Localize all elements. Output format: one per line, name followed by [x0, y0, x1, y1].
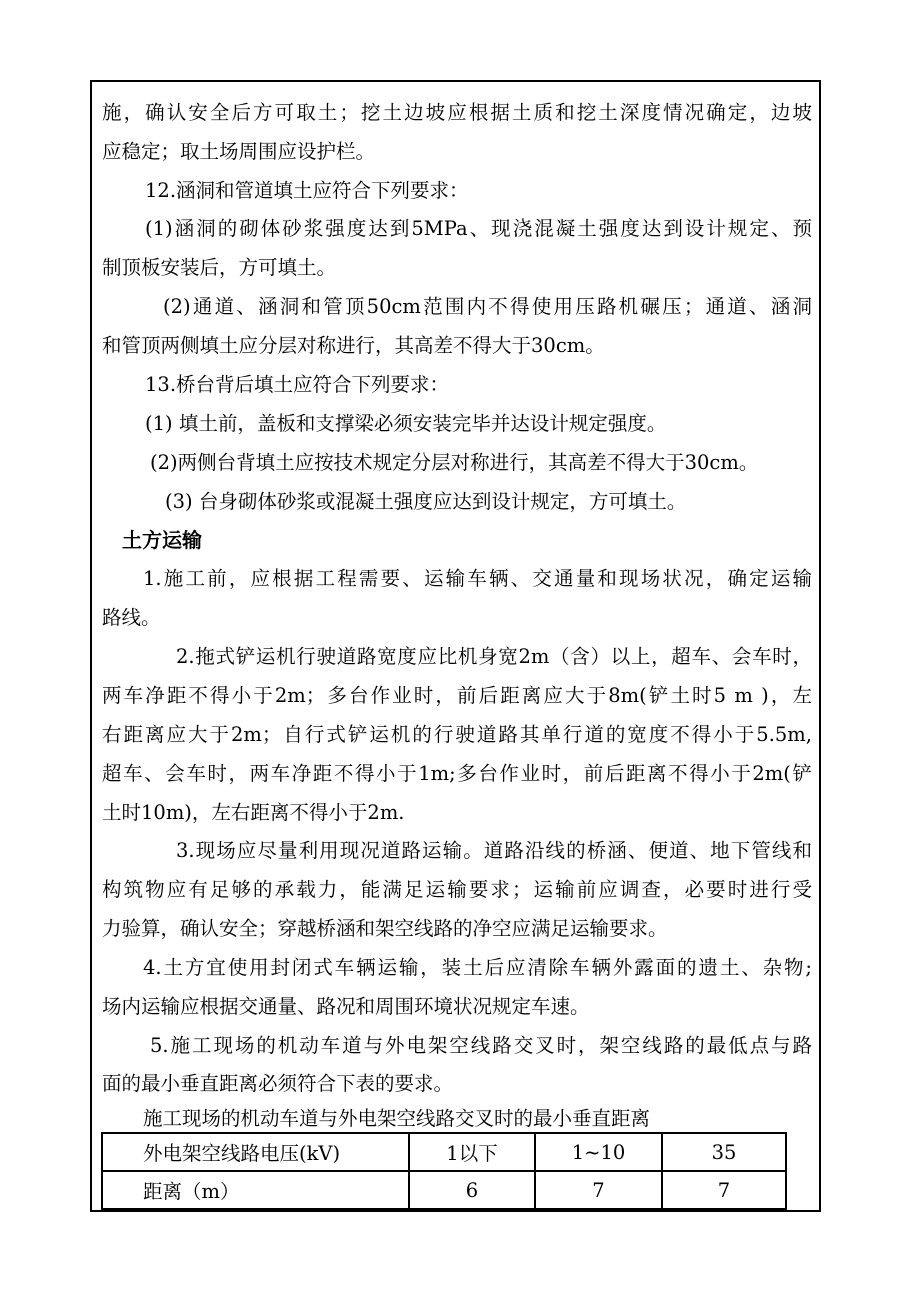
text-line: 4.土方宜使用封闭式车辆运输，装土后应清除车辆外露面的遗土、杂物;	[143, 956, 812, 979]
table-cell: 1~10	[535, 1133, 662, 1171]
table-cell: 35	[662, 1133, 786, 1171]
table-cell: 6	[409, 1171, 535, 1209]
text-line: (1)涵洞的砌体砂浆强度达到5MPa、现浇混凝土强度达到设计规定、预	[145, 217, 812, 240]
text-line: 2.拖式铲运机行驶道路宽度应比机身宽2m（含）以上，超车、会车时，	[176, 645, 812, 668]
text-line: 5.施工现场的机动车道与外电架空线路交叉时，架空线路的最低点与路	[150, 1034, 812, 1057]
text-line: 右距离应大于2m；自行式铲运机的行驶道路其单行道的宽度不得小于5.5m,	[102, 723, 812, 746]
text-line: 3.现场应尽量利用现况道路运输。道路沿线的桥涵、便道、地下管线和	[176, 839, 812, 862]
text-line: 两车净距不得小于2m；多台作业时，前后距离应大于8m(铲土时5 m )，左	[102, 684, 812, 707]
text-line: 场内运输应根据交通量、路况和周围环境状况规定车速。	[102, 995, 590, 1018]
text-line: (2)两侧台背填土应按技术规定分层对称进行，其高差不得大于30cm。	[150, 451, 759, 474]
text-line: 土时10m)，左右距离不得小于2m.	[102, 801, 405, 824]
table-row	[102, 1171, 786, 1209]
text-line: (1) 填土前，盖板和支撑梁必须安装完毕并达设计规定强度。	[145, 412, 667, 435]
text-line: 1.施工前，应根据工程需要、运输车辆、交通量和现场状况，确定运输	[143, 567, 812, 590]
table-cell: 1以下	[409, 1133, 535, 1171]
text-line: 施，确认安全后方可取土；挖土边坡应根据土质和挖土深度情况确定，边坡	[102, 101, 812, 124]
text-line: 13.桥台背后填土应符合下列要求：	[145, 373, 450, 396]
text-line: 12.涵洞和管道填土应符合下列要求：	[145, 179, 469, 202]
text-line: (2)通道、涵洞和管顶50cm范围内不得使用压路机碾压；通道、涵洞	[163, 295, 812, 318]
text-line: 应稳定；取土场周围应设护栏。	[102, 140, 376, 163]
text-line: 力验算，确认安全；穿越桥涵和架空线路的净空应满足运输要求。	[102, 917, 668, 940]
distance-table	[101, 1132, 787, 1210]
table-row	[102, 1133, 786, 1171]
section-heading: 土方运输	[122, 528, 202, 552]
table-cell: 7	[535, 1171, 662, 1209]
table-cell: 7	[662, 1171, 786, 1209]
text-line: (3) 台身砌体砂浆或混凝土强度应达到设计规定，方可填土。	[165, 490, 687, 513]
text-line: 路线。	[102, 606, 161, 629]
text-line: 面的最小垂直距离必须符合下表的要求。	[102, 1072, 454, 1095]
text-line: 制顶板安装后，方可填土。	[102, 256, 337, 279]
text-line: 构筑物应有足够的承载力，能满足运输要求；运输前应调查，必要时进行受	[102, 878, 812, 901]
table-cell: 外电架空线路电压(kV)	[102, 1133, 409, 1171]
text-line: 超车、会车时，两车净距不得小于1m;多台作业时，前后距离不得小于2m(铲	[102, 762, 812, 785]
table-caption: 施工现场的机动车道与外电架空线路交叉时的最小垂直距离	[143, 1107, 651, 1130]
table-cell: 距离（m）	[102, 1171, 409, 1209]
text-line: 和管顶两侧填土应分层对称进行，其高差不得大于30cm。	[102, 334, 605, 357]
